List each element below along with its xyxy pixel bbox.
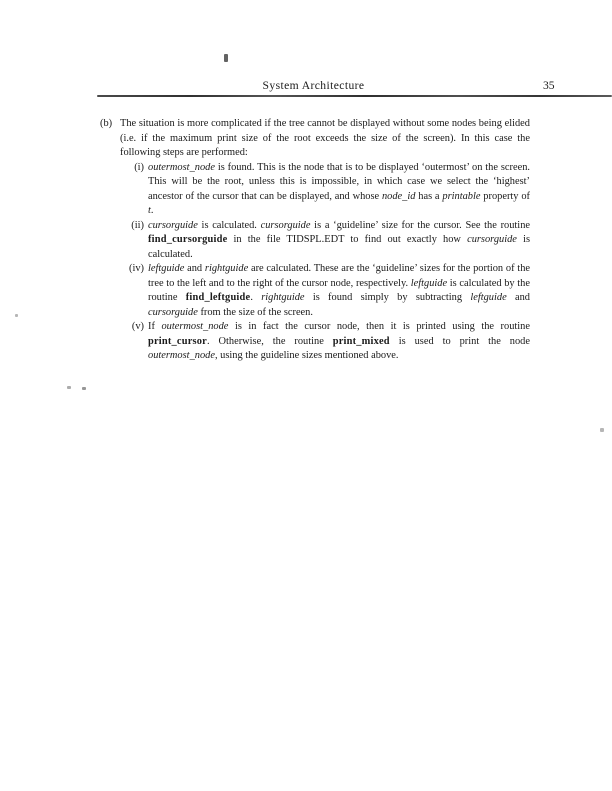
list-item-v — [100, 320, 530, 364]
scan-speck — [67, 386, 71, 389]
text-run: in the file TIDSPL.EDT to find out exactly how — [227, 234, 468, 245]
paragraph-b — [100, 117, 530, 161]
text-run: leftguide — [148, 263, 185, 274]
text-run: print_mixed — [332, 335, 390, 347]
body-text-block — [100, 117, 530, 364]
text-run: If — [148, 321, 162, 332]
list-item-i-label: (i) — [134, 161, 144, 173]
text-run: is calculated by the routine — [148, 277, 530, 303]
page-number: 35 — [543, 79, 555, 92]
text-run: outermost_node — [148, 161, 215, 173]
text-run: is used to print the node — [389, 335, 530, 347]
text-run: find_leftguide — [185, 292, 251, 303]
list-item-i — [100, 161, 530, 219]
text-run: . Otherwise, the routine — [206, 335, 333, 347]
text-run: , using the guideline sizes mentioned above. — [214, 350, 399, 361]
text-run: is calculated. — [197, 219, 261, 231]
list-item-ii-label: (ii) — [131, 219, 144, 231]
text-run: from the size of the screen. — [197, 306, 313, 318]
list-item-iv-label: (iv) — [128, 263, 144, 274]
text-run: printable — [442, 190, 481, 202]
text-run: and — [184, 263, 205, 274]
paragraph-b-text — [120, 117, 530, 161]
header-rule-divider — [97, 95, 612, 97]
text-run: print_cursor — [148, 335, 207, 347]
page-header-title: System Architecture — [262, 79, 365, 92]
scan-speck — [600, 428, 604, 432]
text-run: cursorguide — [148, 306, 198, 318]
text-run: leftguide — [470, 292, 507, 303]
list-item-iv — [100, 262, 530, 320]
text-run: is found simply by subtracting — [304, 292, 471, 303]
text-run: cursorguide — [467, 234, 517, 245]
list-item-ii — [100, 219, 530, 263]
scan-speck — [82, 387, 86, 390]
list-item-v-text — [148, 320, 530, 364]
text-run: has a — [415, 190, 443, 202]
text-run: property of — [480, 190, 530, 202]
text-run: and — [506, 292, 531, 303]
list-item-iv-text — [148, 262, 530, 320]
text-run: is calculated. — [148, 234, 530, 260]
list-item-ii-text — [148, 219, 530, 263]
text-run: is a ‘guideline’ size for the cursor. See the routine — [310, 219, 531, 231]
text-run: cursorguide — [260, 219, 311, 231]
text-run: . — [150, 205, 154, 216]
text-run: node_id — [381, 190, 416, 202]
text-run: outermost_node — [148, 350, 215, 361]
text-run: is in fact the cursor node, then it is printed using the routine — [228, 321, 530, 332]
list-item-v-label: (v) — [131, 321, 144, 332]
text-run: find_cursorguide — [148, 234, 228, 245]
text-run: The situation is more complicated if the tree cannot be displayed without some nodes being elided (i.e. if the maximum print size of the root exceeds the size of the screen). In this case the following steps are performed: — [120, 118, 530, 158]
scan-speck — [224, 54, 228, 62]
text-run: t — [148, 205, 151, 216]
text-run: outermost_node — [161, 321, 229, 332]
scan-speck — [15, 314, 18, 317]
text-run: leftguide — [410, 277, 448, 289]
text-run: rightguide — [204, 263, 249, 274]
text-run: . — [250, 292, 262, 303]
text-run: rightguide — [261, 292, 305, 303]
paragraph-b-label: (b) — [100, 118, 113, 129]
text-run: are calculated. These are the ‘guideline’ sizes for the portion of the tree to the left and to the right of the cursor node, respectively. — [148, 263, 531, 289]
list-item-i-text — [148, 161, 530, 219]
text-run: is found. This is the node that is to be displayed ‘outermost’ on the screen. This will be the root, unless this is impossible, in which case we select the ‘highest’ ancestor of the cursor that can be displayed, and whose — [148, 161, 530, 202]
text-run: cursorguide — [148, 219, 198, 231]
